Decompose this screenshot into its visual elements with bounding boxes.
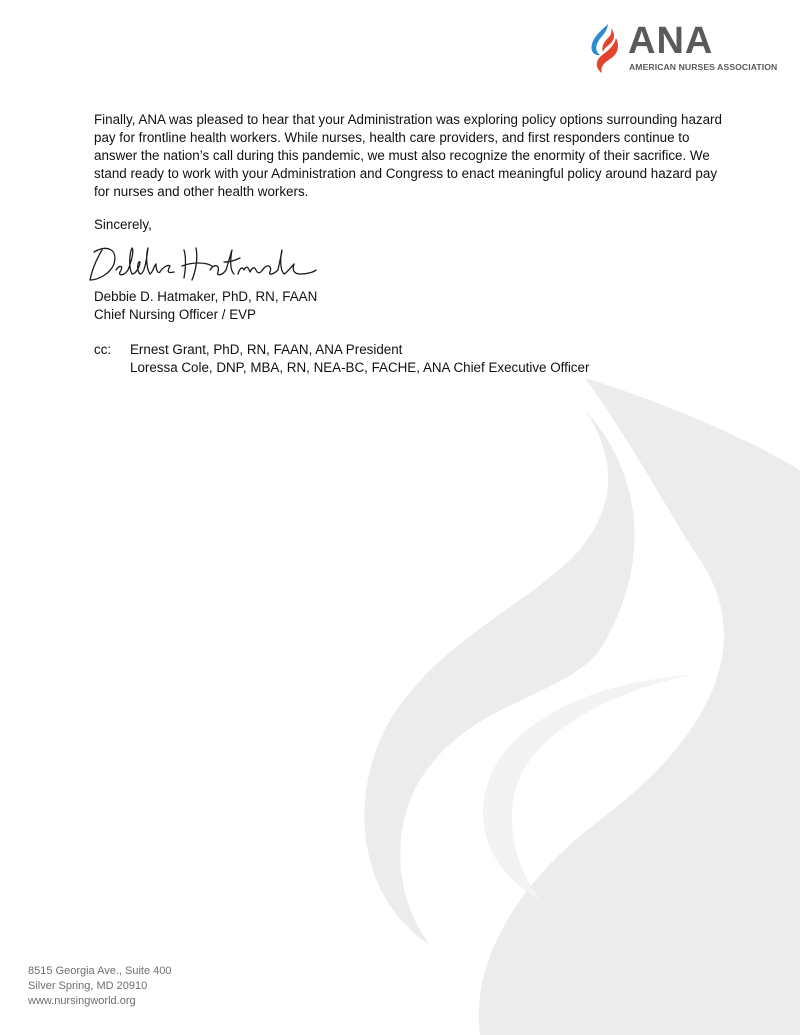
handwritten-signature: [88, 240, 318, 286]
signer-name: Debbie D. Hatmaker, PhD, RN, FAAN: [94, 289, 318, 304]
signer-title: Chief Nursing Officer / EVP: [94, 307, 256, 322]
closing-salutation: Sincerely,: [94, 217, 152, 232]
cc-recipient: Ernest Grant, PhD, RN, FAAN, ANA President: [130, 342, 403, 357]
cc-recipient: Loressa Cole, DNP, MBA, RN, NEA-BC, FACHE, ANA Chief Executive Officer: [130, 360, 590, 375]
body-paragraph: Finally, ANA was pleased to hear that your Administration was exploring policy options surrounding hazard pay for frontline health workers. While nurses, health care providers, and first responders continue to answer the nation’s call during this pandemic, we must also recognize the enormity of their sacrifice. We stand ready to work with your Administration and Congress to enact meaningful policy around hazard pay for nurses and other health workers.: [94, 112, 722, 199]
address-line-1: 8515 Georgia Ave., Suite 400: [28, 965, 172, 977]
letter-body: [94, 111, 734, 201]
website-link[interactable]: www.nursingworld.org: [28, 995, 136, 1007]
signer-block: [94, 288, 317, 324]
cc-list: [130, 341, 589, 377]
logo-wordmark: ANA: [628, 20, 714, 62]
address-line-2: Silver Spring, MD 20910: [28, 980, 148, 992]
flame-logo-icon: [586, 22, 626, 74]
ana-logo: [586, 22, 776, 74]
cc-label: cc:: [94, 342, 112, 357]
footer-address: [28, 964, 172, 1009]
logo-subtitle: AMERICAN NURSES ASSOCIATION: [629, 62, 778, 72]
